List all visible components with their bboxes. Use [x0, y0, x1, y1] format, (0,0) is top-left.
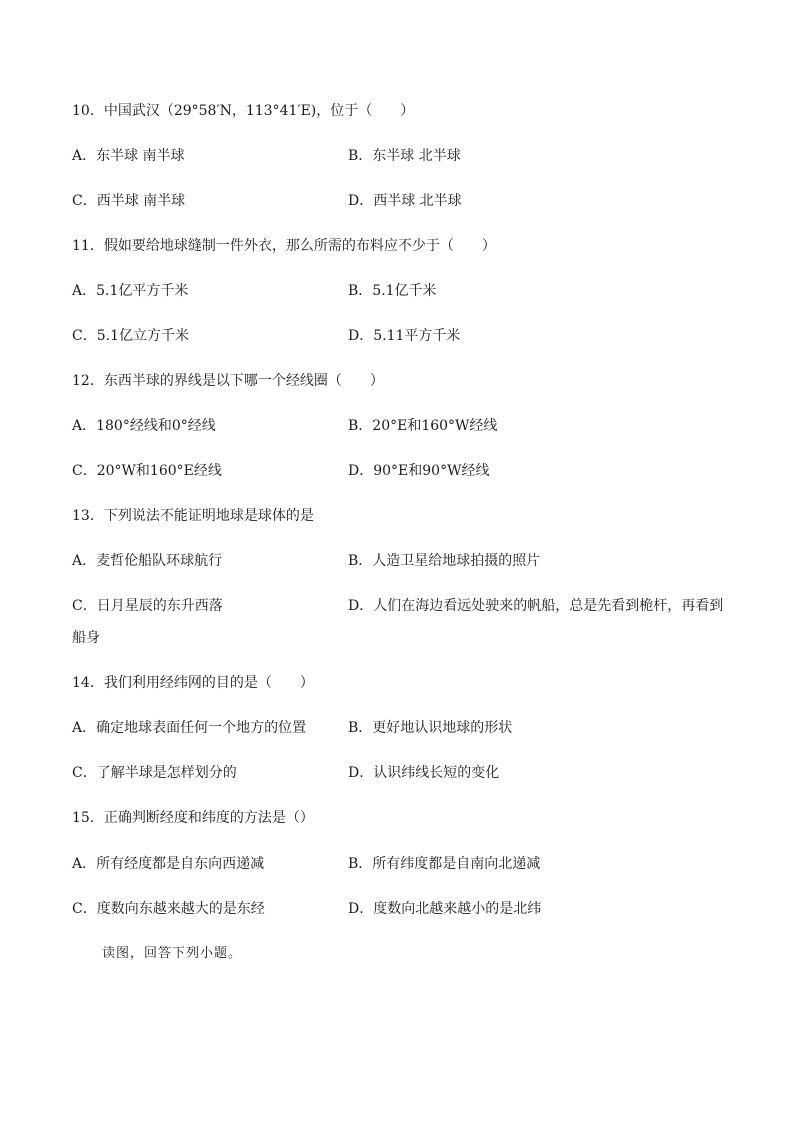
question-12-option-c: C．20°W和160°E经线: [72, 463, 222, 479]
question-13-stem: 13．下列说法不能证明地球是球体的是: [72, 508, 314, 524]
question-15-option-a: A．所有经度都是自东向西递减: [72, 856, 265, 872]
question-12-option-d: D．90°E和90°W经线: [348, 463, 490, 479]
question-11-option-b: B．5.1亿千米: [348, 283, 437, 299]
question-13-option-d-continuation: 船身: [72, 630, 100, 646]
question-15-option-c: C．度数向东越来越大的是东经: [72, 901, 265, 917]
question-11-option-c: C．5.1亿立方千米: [72, 328, 189, 344]
question-13-option-d: D．人们在海边看远处驶来的帆船，总是先看到桅杆，再看到: [348, 598, 724, 614]
question-15-option-d: D．度数向北越来越小的是北纬: [348, 901, 542, 917]
question-13-option-b: B．人造卫星给地球拍摄的照片: [348, 553, 541, 569]
question-10-stem: 10．中国武汉（29°58′N，113°41′E)，位于（ ）: [72, 103, 415, 119]
instruction-note: 读图，回答下列小题。: [102, 946, 243, 961]
question-13-option-c: C．日月星辰的东升西落: [72, 598, 223, 614]
question-11-option-a: A．5.1亿平方千米: [72, 283, 189, 299]
question-14-option-b: B．更好地认识地球的形状: [348, 720, 513, 736]
question-10-option-d: D．西半球 北半球: [348, 193, 462, 209]
question-14-option-a: A．确定地球表面任何一个地方的位置: [72, 720, 307, 736]
question-10-option-b: B．东半球 北半球: [348, 148, 461, 164]
question-12-stem: 12．东西半球的界线是以下哪一个经线圈（ ）: [72, 373, 384, 389]
question-15-stem: 15．正确判断经度和纬度的方法是（）: [72, 810, 314, 826]
question-14-option-d: D．认识纬线长短的变化: [348, 765, 500, 781]
question-10-option-a: A．东半球 南半球: [72, 148, 185, 164]
question-13-option-a: A．麦哲伦船队环球航行: [72, 553, 223, 569]
question-11-stem: 11．假如要给地球缝制一件外衣，那么所需的布料应不少于（ ）: [72, 238, 496, 254]
question-12-option-a: A．180°经线和0°经线: [72, 418, 216, 434]
question-14-option-c: C．了解半球是怎样划分的: [72, 765, 237, 781]
question-12-option-b: B．20°E和160°W经线: [348, 418, 498, 434]
question-14-stem: 14．我们利用经纬网的目的是（ ）: [72, 675, 314, 691]
question-10-option-c: C．西半球 南半球: [72, 193, 186, 209]
question-15-option-b: B．所有纬度都是自南向北递减: [348, 856, 541, 872]
question-11-option-d: D．5.11平方千米: [348, 328, 461, 344]
